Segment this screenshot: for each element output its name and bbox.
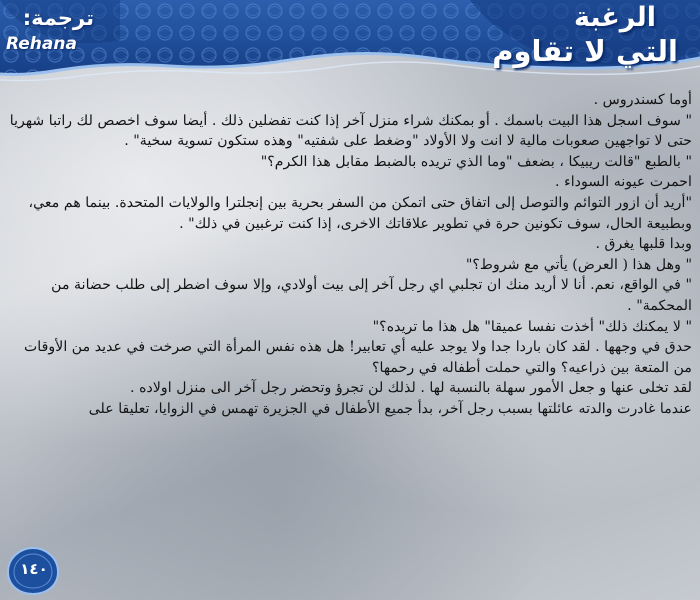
page-number-badge (4, 546, 62, 596)
paragraph: عندما غادرت والدته عائلتها بسبب رجل آخر، بدأ جميع الأطفال في الجزيرة تهمس في الزوايا، تعليقا على (88, 400, 692, 417)
translation-label: ترجمة: (22, 6, 94, 30)
paragraph: حدق في وجهها . لقد كان باردا جدا ولا يوجد عليه أي تعابير! هل هذه نفس المرأة التي صرخت في عديد من الأوقات من المتعة بين ذراعيه؟ والتي حملت أطفاله في رحمها؟ (23, 339, 692, 376)
paragraph: لقد تخلى عنها و جعل الأمور سهلة بالنسبة لها . لذلك لن تجرؤ وتحضر رجل آخر الى منزل اولاده . (130, 380, 692, 397)
story-text (8, 90, 692, 420)
header-banner (0, 0, 700, 96)
paragraph: احمرت عيونه السوداء . (555, 174, 692, 191)
paragraph: " بالطبع "قالت ريبيكا ، بضعف "وما الذي تريده بالضبط مقابل هذا الكرم؟" (260, 153, 692, 170)
paragraph: "أريد أن ازور التوائم والتوصل إلى اتفاق حتى اتمكن من السفر بحرية بين إنجلترا والولايات المتحدة. بينما هم معي، وبطبيعة الحال، سوف تكونين حرة في تطوير علاقاتك الاخرى، إذا كنت ترغبين في ذلك" . (28, 194, 692, 232)
paragraph: " لا يمكنك ذلك" أخذت نفسا عميقا" هل هذا ما تريده؟" (372, 318, 692, 335)
book-title-line-2: التي لا تقاوم (492, 34, 678, 68)
paragraph: أوما كسندروس . (593, 92, 692, 108)
page-number: ١٤٠ (20, 560, 48, 578)
paragraph: " وهل هذا ( العرض) يأتي مع شروط؟" (465, 256, 692, 273)
paragraph: " في الواقع، نعم. أنا لا أريد منك ان تجلبي اي رجل آخر إلى بيت أولادي، وإلا سوف اضطر إلى طلب حضانة من المحكمة" . (51, 277, 692, 314)
paragraph: وبدا قلبها يغرق . (595, 236, 692, 253)
translator-name: Rehana (6, 34, 77, 54)
paragraph: " سوف اسجل هذا البيت باسمك . أو بمكنك شراء منزل آخر إذا كنت تفضلين ذلك . أيضا سوف اخصص لك راتبا شهريا حتى لا تواجهين صعوبات مالية لا انت ولا الأولاد "وضغط على شفتيه" وهذه ستكون تسوية سخية" . (9, 112, 692, 150)
book-title-line-1: الرغبة (573, 2, 656, 33)
